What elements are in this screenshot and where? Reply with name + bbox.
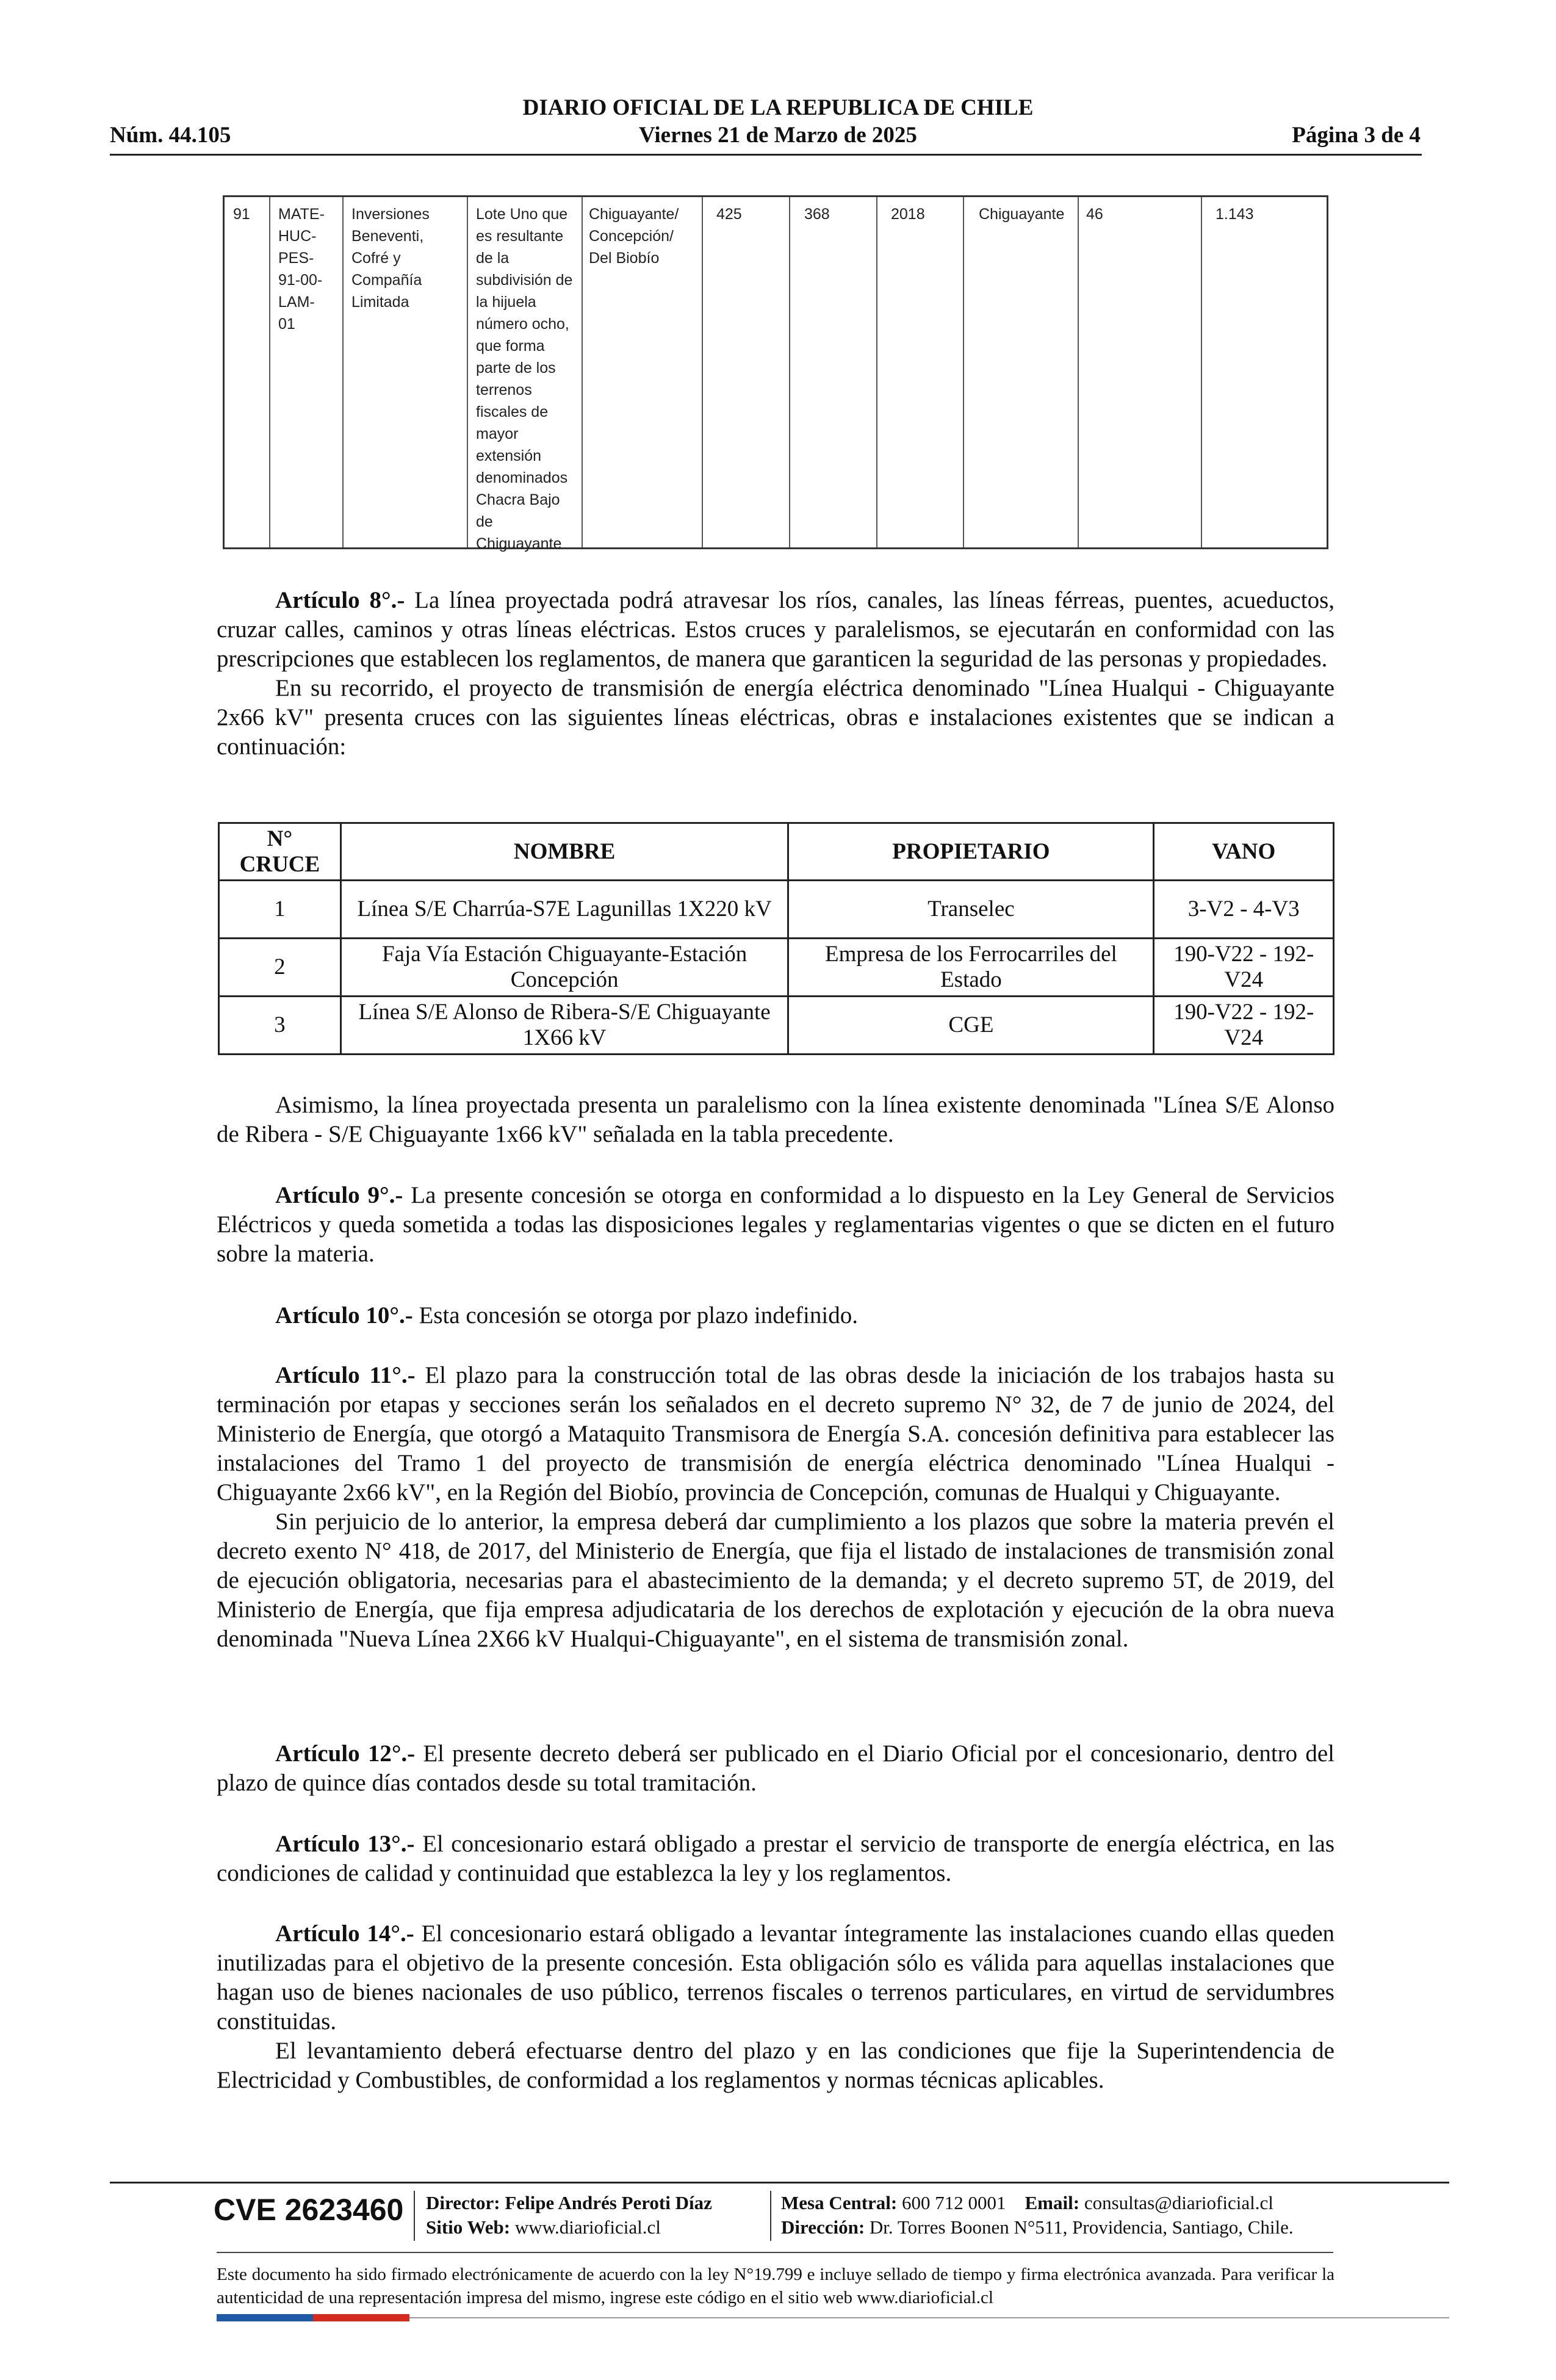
table-column-divider <box>963 197 964 547</box>
crossing-owner: Transelec <box>788 881 1154 939</box>
property-code: MATE- HUC- PES- 91-00- LAM- 01 <box>278 206 325 333</box>
footer-separator <box>414 2191 415 2241</box>
header-owner: PROPIETARIO <box>788 823 1154 881</box>
header-divider <box>110 154 1422 156</box>
article-text: Sin perjuicio de lo anterior, la empresa deberá dar cumplimiento a los plazos que sobre la materia prevén el decreto exento N° 418, de 2017, del Ministerio de Energía, que fija el listado de instalaciones de transmisión zonal de ejecución obligatoria, necesarias para el abastecimiento de la demanda; y el decreto supremo 5T, de 2019, del Ministerio de Energía, que fija empresa adjudicataria de los derechos de explotación y ejecución de la obra nueva denominada "Nueva Línea 2X66 kV Hualqui-Chiguayante", en el sistema de transmisión zonal. <box>217 1509 1334 1652</box>
address: Dr. Torres Boonen N°511, Providencia, Santiago, Chile. <box>869 2216 1294 2238</box>
article-title: Artículo 12°.- <box>275 1740 416 1767</box>
article-13 <box>217 1830 1334 1888</box>
crossing-name: Faja Vía Estación Chiguayante-Estación Concepción <box>340 939 788 997</box>
table-column-divider <box>582 197 583 547</box>
article-text: El plazo para la construcción total de las obras desde la iniciación de los trabajos hasta su terminación por etapas y secciones serán los señalados en el decreto supremo N° 32, de 7 de junio de 2024, del Ministerio de Energía, que otorgó a Mataquito Transmisora de Energía S.A. concesión definitiva para establecer las instalaciones del Tramo 1 del proyecto de transmisión de energía eléctrica denominado "Línea Hualqui - Chiguayante 2x66 kV", en la Región del Biobío, provincia de Concepción, comunas de Hualqui y Chiguayante. <box>217 1362 1335 1506</box>
newspaper-title: DIARIO OFICIAL DE LA REPUBLICA DE CHILE <box>522 95 1034 120</box>
article-title: Artículo 14°.- <box>275 1920 414 1947</box>
table-row <box>219 881 1334 939</box>
crossings-table <box>218 822 1334 1055</box>
table-row <box>219 939 1334 997</box>
crossing-number: 3 <box>219 997 341 1055</box>
email-link[interactable]: consultas@diarioficial.cl <box>1084 2192 1273 2213</box>
article-10 <box>217 1301 1334 1330</box>
flag-stripe-blue <box>217 2314 313 2321</box>
footer-contact-block: Mesa Central: 600 712 0001 Email: consultas@diarioficial.cl Dirección: Dr. Torres Boonen N°511, Providencia, Santiago, Chile. <box>781 2192 1294 2238</box>
table-column-divider <box>467 197 468 547</box>
page-number: Página 3 de 4 <box>1292 123 1421 148</box>
value-4: 1.143 <box>1216 206 1254 223</box>
issue-number: Núm. 44.105 <box>110 123 231 148</box>
value-2: 368 <box>804 206 830 223</box>
article-title: Artículo 10°.- <box>275 1302 413 1329</box>
property-location: Chiguayante/ Concepción/ Del Biobío <box>589 206 679 267</box>
commune: Chiguayante <box>979 206 1065 223</box>
table-column-divider <box>1078 197 1079 547</box>
article-title: Artículo 13°.- <box>275 1831 415 1857</box>
director-name: Felipe Andrés Peroti Díaz <box>505 2192 712 2213</box>
table-column-divider <box>269 197 270 547</box>
article-11 <box>217 1361 1334 1654</box>
article-title: Artículo 8°.- <box>275 587 405 613</box>
article-text: El concesionario estará obligado a levantar íntegramente las instalaciones cuando ellas queden inutilizadas para el objetivo de la presente concesión. Esta obligación sólo es válida para aquellas instalaciones que hagan uso de bienes nacionales de uso público, terrenos fiscales o terrenos particulares, en virtud de servidumbres constituidas. <box>217 1920 1335 2035</box>
footer-separator <box>770 2191 771 2241</box>
header-span: VANO <box>1154 823 1334 881</box>
flag-stripe-red <box>313 2314 409 2321</box>
article-8 <box>217 586 1334 762</box>
table-column-divider <box>702 197 703 547</box>
row-number: 91 <box>233 206 250 223</box>
crossing-number: 2 <box>219 939 341 997</box>
article-text: El concesionario estará obligado a prestar el servicio de transporte de energía eléctrica, en las condiciones de calidad y continuidad que establezca la ley y los reglamentos. <box>217 1831 1335 1886</box>
website-link[interactable]: www.diarioficial.cl <box>514 2216 661 2238</box>
article-9 <box>217 1181 1334 1269</box>
article-title: Artículo 9°.- <box>275 1182 403 1208</box>
table-column-divider <box>1201 197 1202 547</box>
article-text: El levantamiento deberá efectuarse dentro del plazo y en las condiciones que fije la Superintendencia de Electricidad y Combustibles, de conformidad a los reglamentos y normas técnicas aplicables. <box>217 2038 1334 2093</box>
crossing-owner: Empresa de los Ferrocarriles del Estado <box>788 939 1154 997</box>
value-3: 46 <box>1086 206 1103 223</box>
article-text: En su recorrido, el proyecto de transmisión de energía eléctrica denominado "Línea Hualqui - Chiguayante 2x66 kV" presenta cruces con las siguientes líneas eléctricas, obras e instalaciones existentes que se indican a continuación: <box>217 675 1334 760</box>
crossing-span: 190-V22 - 192-V24 <box>1154 939 1334 997</box>
table-row <box>219 997 1334 1055</box>
article-12 <box>217 1739 1334 1798</box>
table-column-divider <box>342 197 344 547</box>
footer-director-block: Director: Felipe Andrés Peroti Díaz Sitio Web: www.diarioficial.cl <box>426 2192 712 2238</box>
crossing-number: 1 <box>219 881 341 939</box>
header-crossing-number: N° CRUCE <box>219 823 341 881</box>
issue-date: Viernes 21 de Marzo de 2025 <box>639 123 917 148</box>
header-name: NOMBRE <box>340 823 788 881</box>
crossing-span: 3-V2 - 4-V3 <box>1154 881 1334 939</box>
property-owner: Inversiones Beneventi, Cofré y Compañía Limitada <box>351 206 430 311</box>
table-column-divider <box>789 197 790 547</box>
table-header-row <box>219 823 1334 881</box>
article-14 <box>217 1919 1334 2095</box>
crossing-name: Línea S/E Alonso de Ribera-S/E Chiguayante 1X66 kV <box>340 997 788 1055</box>
footer-divider <box>217 2252 1333 2253</box>
article-text: Esta concesión se otorga por plazo indefinido. <box>419 1302 858 1329</box>
parallelism-note: Asimismo, la línea proyectada presenta un paralelismo con la línea existente denominada "Línea S/E Alonso de Ribera - S/E Chiguayante 1x66 kV" señalada en la tabla precedente. <box>217 1092 1334 1147</box>
crossing-span: 190-V22 - 192-V24 <box>1154 997 1334 1055</box>
legal-notice: Este documento ha sido firmado electrónicamente de acuerdo con la ley N°19.799 e incluye sellado de tiempo y firma electrónica avanzada. Para verificar la autenticidad de una representación impresa del mismo, ingrese este código en el sitio web www.diarioficial.cl <box>217 2265 1334 2307</box>
crossing-owner: CGE <box>788 997 1154 1055</box>
article-text: La presente concesión se otorga en conformidad a lo dispuesto en la Ley General de Servicios Eléctricos y queda sometida a todas las disposiciones legales y reglamentarias vigentes o que se dicten en el futuro sobre la materia. <box>217 1182 1334 1267</box>
property-table <box>223 195 1328 552</box>
property-description: Lote Uno que es resultante de la subdivisión de la hijuela número ocho, que forma parte de los terrenos fiscales de mayor extensión denominados Chacra Bajo de Chiguayante <box>476 206 573 552</box>
article-title: Artículo 11°.- <box>275 1362 416 1388</box>
crossing-name: Línea S/E Charrúa-S7E Lagunillas 1X220 kV <box>340 881 788 939</box>
value-1: 425 <box>716 206 742 223</box>
phone-number: 600 712 0001 <box>902 2192 1006 2213</box>
year: 2018 <box>891 206 925 223</box>
cve-code: CVE 2623460 <box>214 2193 404 2227</box>
article-text: La línea proyectada podrá atravesar los ríos, canales, las líneas férreas, puentes, acueductos, cruzar calles, caminos y otras líneas eléctricas. Estos cruces y paralelismos, se ejecutarán en conformidad con las prescripciones que establecen los reglamentos, de manera que garanticen la seguridad de las personas y propiedades. <box>217 587 1335 672</box>
article-text: El presente decreto deberá ser publicado en el Diario Oficial por el concesionario, dentro del plazo de quince días contados desde su total tramitación. <box>217 1740 1335 1796</box>
table-column-divider <box>876 197 877 547</box>
footer-divider <box>110 2182 1449 2183</box>
